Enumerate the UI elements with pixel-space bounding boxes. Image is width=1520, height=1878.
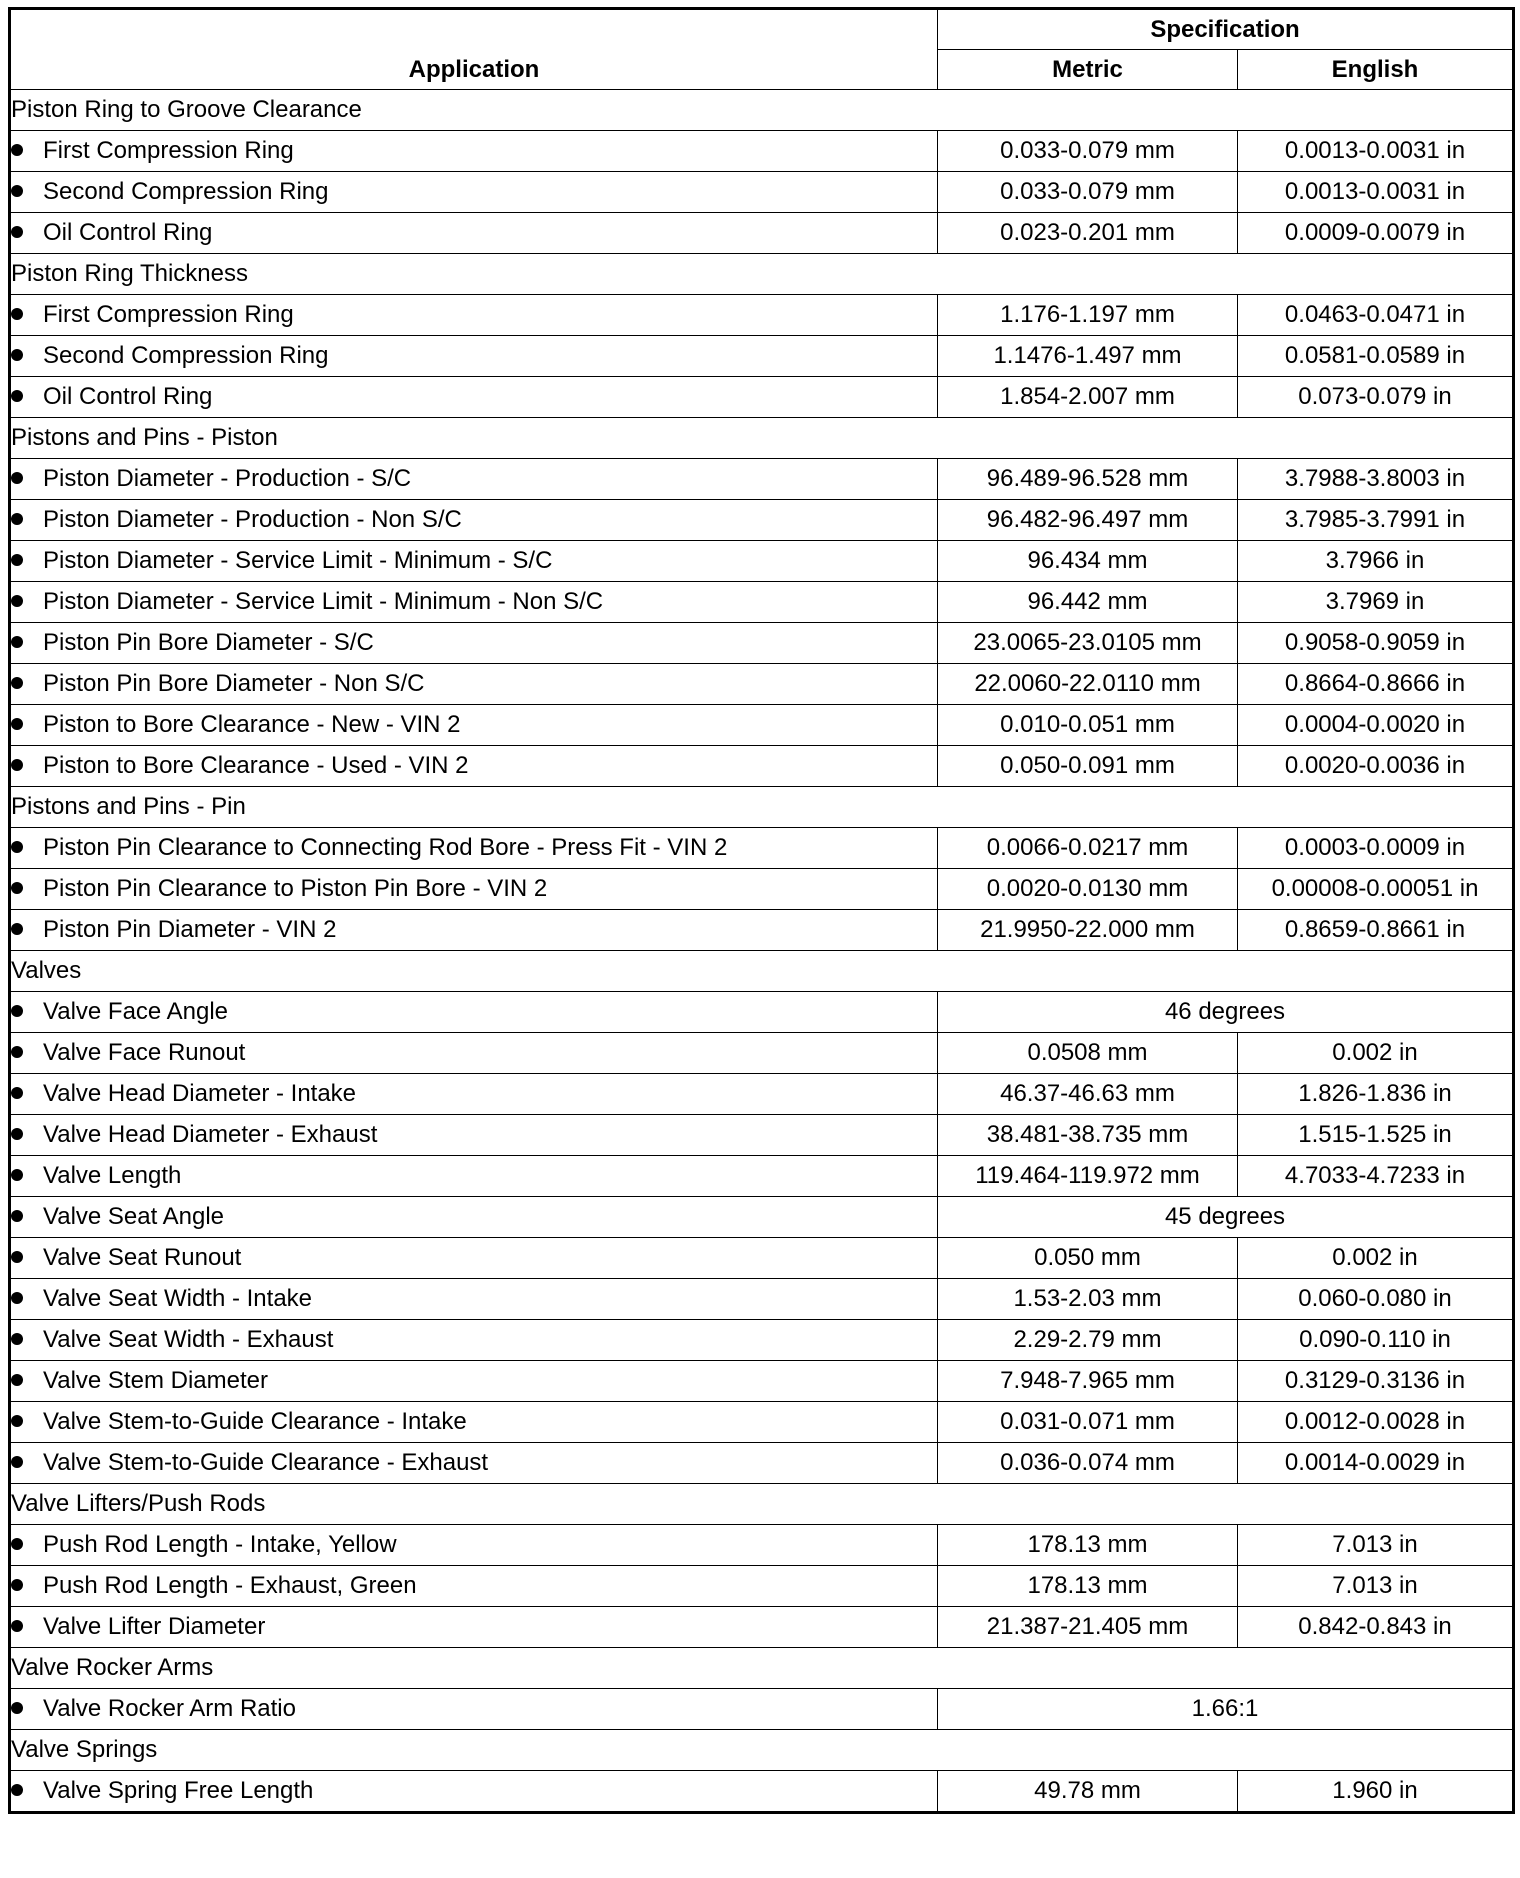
table-row xyxy=(10,131,1514,172)
application-label: Push Rod Length - Intake, Yellow xyxy=(43,1531,397,1558)
specification-value-cell: 1.66:1 xyxy=(938,1689,1514,1730)
column-header-english: English xyxy=(1238,50,1514,90)
column-header-specification: Specification xyxy=(938,9,1514,50)
application-cell xyxy=(10,992,938,1033)
table-row xyxy=(10,664,1514,705)
table-row xyxy=(10,1115,1514,1156)
application-label: Valve Spring Free Length xyxy=(43,1777,314,1804)
bullet-icon xyxy=(11,185,23,197)
english-value-cell: 3.7966 in xyxy=(1238,541,1514,582)
application-label: Piston to Bore Clearance - Used - VIN 2 xyxy=(43,752,469,779)
section-row xyxy=(10,254,1514,295)
bullet-icon xyxy=(11,1169,23,1181)
application-label: Valve Length xyxy=(43,1162,182,1189)
application-cell xyxy=(10,1238,938,1279)
metric-value-cell: 96.489-96.528 mm xyxy=(938,459,1238,500)
application-label: Valve Head Diameter - Intake xyxy=(43,1080,357,1107)
metric-value-cell: 178.13 mm xyxy=(938,1525,1238,1566)
application-cell xyxy=(10,1279,938,1320)
bullet-icon xyxy=(11,1702,23,1714)
application-cell xyxy=(10,1525,938,1566)
english-value-cell: 0.0463-0.0471 in xyxy=(1238,295,1514,336)
table-row xyxy=(10,1443,1514,1484)
metric-value-cell: 21.9950-22.000 mm xyxy=(938,910,1238,951)
application-label: Piston Pin Bore Diameter - S/C xyxy=(43,629,374,656)
table-row xyxy=(10,1033,1514,1074)
english-value-cell: 1.515-1.525 in xyxy=(1238,1115,1514,1156)
section-row xyxy=(10,418,1514,459)
metric-value-cell: 1.854-2.007 mm xyxy=(938,377,1238,418)
specification-table xyxy=(8,7,1515,1814)
metric-value-cell: 0.0066-0.0217 mm xyxy=(938,828,1238,869)
english-value-cell: 3.7985-3.7991 in xyxy=(1238,500,1514,541)
application-label: Valve Seat Runout xyxy=(43,1244,242,1271)
section-heading: Valve Springs xyxy=(10,1730,1514,1771)
bullet-icon xyxy=(11,1415,23,1427)
table-row xyxy=(10,1156,1514,1197)
table-row xyxy=(10,1525,1514,1566)
metric-value-cell: 2.29-2.79 mm xyxy=(938,1320,1238,1361)
application-label: Valve Stem Diameter xyxy=(43,1367,268,1394)
application-cell xyxy=(10,541,938,582)
application-cell xyxy=(10,1443,938,1484)
application-label: Valve Stem-to-Guide Clearance - Intake xyxy=(43,1408,467,1435)
table-row xyxy=(10,500,1514,541)
specification-value-cell: 46 degrees xyxy=(938,992,1514,1033)
metric-value-cell: 119.464-119.972 mm xyxy=(938,1156,1238,1197)
column-header-application: Application xyxy=(10,9,938,90)
application-cell xyxy=(10,664,938,705)
metric-value-cell: 7.948-7.965 mm xyxy=(938,1361,1238,1402)
table-row xyxy=(10,1320,1514,1361)
table-row xyxy=(10,1607,1514,1648)
table-row xyxy=(10,623,1514,664)
application-cell xyxy=(10,336,938,377)
english-value-cell: 0.0004-0.0020 in xyxy=(1238,705,1514,746)
metric-value-cell: 1.53-2.03 mm xyxy=(938,1279,1238,1320)
application-label: Piston Pin Diameter - VIN 2 xyxy=(43,916,337,943)
english-value-cell: 0.073-0.079 in xyxy=(1238,377,1514,418)
table-row xyxy=(10,172,1514,213)
table-row xyxy=(10,213,1514,254)
table-row xyxy=(10,582,1514,623)
application-cell xyxy=(10,1566,938,1607)
application-cell xyxy=(10,1197,938,1238)
table-row xyxy=(10,1689,1514,1730)
application-cell xyxy=(10,828,938,869)
metric-value-cell: 21.387-21.405 mm xyxy=(938,1607,1238,1648)
bullet-icon xyxy=(11,677,23,689)
bullet-icon xyxy=(11,1333,23,1345)
application-label: Piston Diameter - Service Limit - Minimum - Non S/C xyxy=(43,588,604,615)
english-value-cell: 3.7969 in xyxy=(1238,582,1514,623)
application-cell xyxy=(10,1361,938,1402)
table-row xyxy=(10,1771,1514,1813)
table-row xyxy=(10,295,1514,336)
table-row xyxy=(10,746,1514,787)
column-header-metric: Metric xyxy=(938,50,1238,90)
table-row xyxy=(10,336,1514,377)
application-label: Valve Seat Width - Exhaust xyxy=(43,1326,334,1353)
table-row xyxy=(10,910,1514,951)
english-value-cell: 0.0013-0.0031 in xyxy=(1238,131,1514,172)
metric-value-cell: 96.442 mm xyxy=(938,582,1238,623)
bullet-icon xyxy=(11,472,23,484)
bullet-icon xyxy=(11,1005,23,1017)
bullet-icon xyxy=(11,1292,23,1304)
english-value-cell: 1.826-1.836 in xyxy=(1238,1074,1514,1115)
bullet-icon xyxy=(11,144,23,156)
section-row xyxy=(10,1484,1514,1525)
bullet-icon xyxy=(11,1620,23,1632)
application-cell xyxy=(10,172,938,213)
application-label: Second Compression Ring xyxy=(43,178,329,205)
section-row xyxy=(10,951,1514,992)
table-header xyxy=(10,9,1514,90)
english-value-cell: 0.0009-0.0079 in xyxy=(1238,213,1514,254)
application-label: First Compression Ring xyxy=(43,137,294,164)
table-row xyxy=(10,459,1514,500)
table-row xyxy=(10,1402,1514,1443)
section-heading: Valve Rocker Arms xyxy=(10,1648,1514,1689)
bullet-icon xyxy=(11,759,23,771)
english-value-cell: 0.00008-0.00051 in xyxy=(1238,869,1514,910)
table-body xyxy=(10,90,1514,1813)
bullet-icon xyxy=(11,513,23,525)
application-cell xyxy=(10,1402,938,1443)
english-value-cell: 0.9058-0.9059 in xyxy=(1238,623,1514,664)
bullet-icon xyxy=(11,554,23,566)
application-cell xyxy=(10,377,938,418)
application-label: Oil Control Ring xyxy=(43,383,213,410)
application-cell xyxy=(10,131,938,172)
metric-value-cell: 49.78 mm xyxy=(938,1771,1238,1813)
english-value-cell: 0.8659-0.8661 in xyxy=(1238,910,1514,951)
table-row xyxy=(10,869,1514,910)
bullet-icon xyxy=(11,1784,23,1796)
table-row xyxy=(10,705,1514,746)
application-label: Piston to Bore Clearance - New - VIN 2 xyxy=(43,711,461,738)
metric-value-cell: 38.481-38.735 mm xyxy=(938,1115,1238,1156)
bullet-icon xyxy=(11,390,23,402)
application-label: Piston Diameter - Production - Non S/C xyxy=(43,506,462,533)
application-cell xyxy=(10,1074,938,1115)
metric-value-cell: 178.13 mm xyxy=(938,1566,1238,1607)
bullet-icon xyxy=(11,718,23,730)
section-heading: Piston Ring to Groove Clearance xyxy=(10,90,1514,131)
section-heading: Piston Ring Thickness xyxy=(10,254,1514,295)
bullet-icon xyxy=(11,923,23,935)
section-row xyxy=(10,90,1514,131)
metric-value-cell: 46.37-46.63 mm xyxy=(938,1074,1238,1115)
application-label: Piston Pin Bore Diameter - Non S/C xyxy=(43,670,425,697)
bullet-icon xyxy=(11,841,23,853)
application-label: Valve Seat Angle xyxy=(43,1203,225,1230)
bullet-icon xyxy=(11,1210,23,1222)
english-value-cell: 3.7988-3.8003 in xyxy=(1238,459,1514,500)
section-heading: Pistons and Pins - Pin xyxy=(10,787,1514,828)
table-row xyxy=(10,1279,1514,1320)
application-label: Piston Pin Clearance to Connecting Rod Bore - Press Fit - VIN 2 xyxy=(43,834,728,861)
application-label: Valve Stem-to-Guide Clearance - Exhaust xyxy=(43,1449,489,1476)
application-cell xyxy=(10,1689,938,1730)
application-label: Valve Seat Width - Intake xyxy=(43,1285,313,1312)
english-value-cell: 0.090-0.110 in xyxy=(1238,1320,1514,1361)
bullet-icon xyxy=(11,308,23,320)
table-row xyxy=(10,1238,1514,1279)
application-cell xyxy=(10,500,938,541)
table-row xyxy=(10,828,1514,869)
metric-value-cell: 0.033-0.079 mm xyxy=(938,131,1238,172)
section-heading: Valve Lifters/Push Rods xyxy=(10,1484,1514,1525)
application-label: Valve Lifter Diameter xyxy=(43,1613,266,1640)
application-label: Piston Diameter - Production - S/C xyxy=(43,465,412,492)
metric-value-cell: 0.031-0.071 mm xyxy=(938,1402,1238,1443)
table-row xyxy=(10,992,1514,1033)
table-row xyxy=(10,377,1514,418)
application-cell xyxy=(10,295,938,336)
english-value-cell: 0.0581-0.0589 in xyxy=(1238,336,1514,377)
application-label: Piston Pin Clearance to Piston Pin Bore - VIN 2 xyxy=(43,875,548,902)
metric-value-cell: 1.176-1.197 mm xyxy=(938,295,1238,336)
metric-value-cell: 0.050-0.091 mm xyxy=(938,746,1238,787)
application-cell xyxy=(10,705,938,746)
application-label: Valve Face Runout xyxy=(43,1039,246,1066)
english-value-cell: 7.013 in xyxy=(1238,1566,1514,1607)
bullet-icon xyxy=(11,1579,23,1591)
metric-value-cell: 1.1476-1.497 mm xyxy=(938,336,1238,377)
application-label: Second Compression Ring xyxy=(43,342,329,369)
bullet-icon xyxy=(11,1538,23,1550)
application-cell xyxy=(10,1115,938,1156)
application-cell xyxy=(10,582,938,623)
application-cell xyxy=(10,1033,938,1074)
application-cell xyxy=(10,910,938,951)
bullet-icon xyxy=(11,636,23,648)
application-label: Valve Rocker Arm Ratio xyxy=(43,1695,296,1722)
metric-value-cell: 0.0020-0.0130 mm xyxy=(938,869,1238,910)
english-value-cell: 0.8664-0.8666 in xyxy=(1238,664,1514,705)
metric-value-cell: 0.050 mm xyxy=(938,1238,1238,1279)
metric-value-cell: 96.482-96.497 mm xyxy=(938,500,1238,541)
application-cell xyxy=(10,1320,938,1361)
english-value-cell: 0.0003-0.0009 in xyxy=(1238,828,1514,869)
application-cell xyxy=(10,869,938,910)
bullet-icon xyxy=(11,1128,23,1140)
bullet-icon xyxy=(11,1046,23,1058)
english-value-cell: 7.013 in xyxy=(1238,1525,1514,1566)
bullet-icon xyxy=(11,1251,23,1263)
application-cell xyxy=(10,459,938,500)
section-row xyxy=(10,1730,1514,1771)
english-value-cell: 0.3129-0.3136 in xyxy=(1238,1361,1514,1402)
bullet-icon xyxy=(11,1456,23,1468)
section-row xyxy=(10,1648,1514,1689)
metric-value-cell: 96.434 mm xyxy=(938,541,1238,582)
english-value-cell: 0.0020-0.0036 in xyxy=(1238,746,1514,787)
application-label: Valve Head Diameter - Exhaust xyxy=(43,1121,378,1148)
table-row xyxy=(10,1361,1514,1402)
english-value-cell: 0.060-0.080 in xyxy=(1238,1279,1514,1320)
english-value-cell: 0.0012-0.0028 in xyxy=(1238,1402,1514,1443)
application-label: Piston Diameter - Service Limit - Minimum - S/C xyxy=(43,547,553,574)
english-value-cell: 0.0014-0.0029 in xyxy=(1238,1443,1514,1484)
metric-value-cell: 22.0060-22.0110 mm xyxy=(938,664,1238,705)
bullet-icon xyxy=(11,349,23,361)
section-row xyxy=(10,787,1514,828)
bullet-icon xyxy=(11,1374,23,1386)
bullet-icon xyxy=(11,1087,23,1099)
application-cell xyxy=(10,1156,938,1197)
section-heading: Pistons and Pins - Piston xyxy=(10,418,1514,459)
metric-value-cell: 0.023-0.201 mm xyxy=(938,213,1238,254)
metric-value-cell: 0.0508 mm xyxy=(938,1033,1238,1074)
application-cell xyxy=(10,1771,938,1813)
section-heading: Valves xyxy=(10,951,1514,992)
application-cell xyxy=(10,1607,938,1648)
application-cell xyxy=(10,623,938,664)
english-value-cell: 1.960 in xyxy=(1238,1771,1514,1813)
application-cell xyxy=(10,746,938,787)
english-value-cell: 0.0013-0.0031 in xyxy=(1238,172,1514,213)
metric-value-cell: 0.010-0.051 mm xyxy=(938,705,1238,746)
metric-value-cell: 0.033-0.079 mm xyxy=(938,172,1238,213)
metric-value-cell: 0.036-0.074 mm xyxy=(938,1443,1238,1484)
table-row xyxy=(10,1197,1514,1238)
application-label: Oil Control Ring xyxy=(43,219,213,246)
metric-value-cell: 23.0065-23.0105 mm xyxy=(938,623,1238,664)
english-value-cell: 0.002 in xyxy=(1238,1238,1514,1279)
bullet-icon xyxy=(11,882,23,894)
english-value-cell: 0.002 in xyxy=(1238,1033,1514,1074)
table-row xyxy=(10,1074,1514,1115)
bullet-icon xyxy=(11,226,23,238)
specification-value-cell: 45 degrees xyxy=(938,1197,1514,1238)
table-row xyxy=(10,541,1514,582)
application-label: Valve Face Angle xyxy=(43,998,229,1025)
application-cell xyxy=(10,213,938,254)
table-row xyxy=(10,1566,1514,1607)
application-label: First Compression Ring xyxy=(43,301,294,328)
english-value-cell: 0.842-0.843 in xyxy=(1238,1607,1514,1648)
application-label: Push Rod Length - Exhaust, Green xyxy=(43,1572,417,1599)
bullet-icon xyxy=(11,595,23,607)
english-value-cell: 4.7033-4.7233 in xyxy=(1238,1156,1514,1197)
